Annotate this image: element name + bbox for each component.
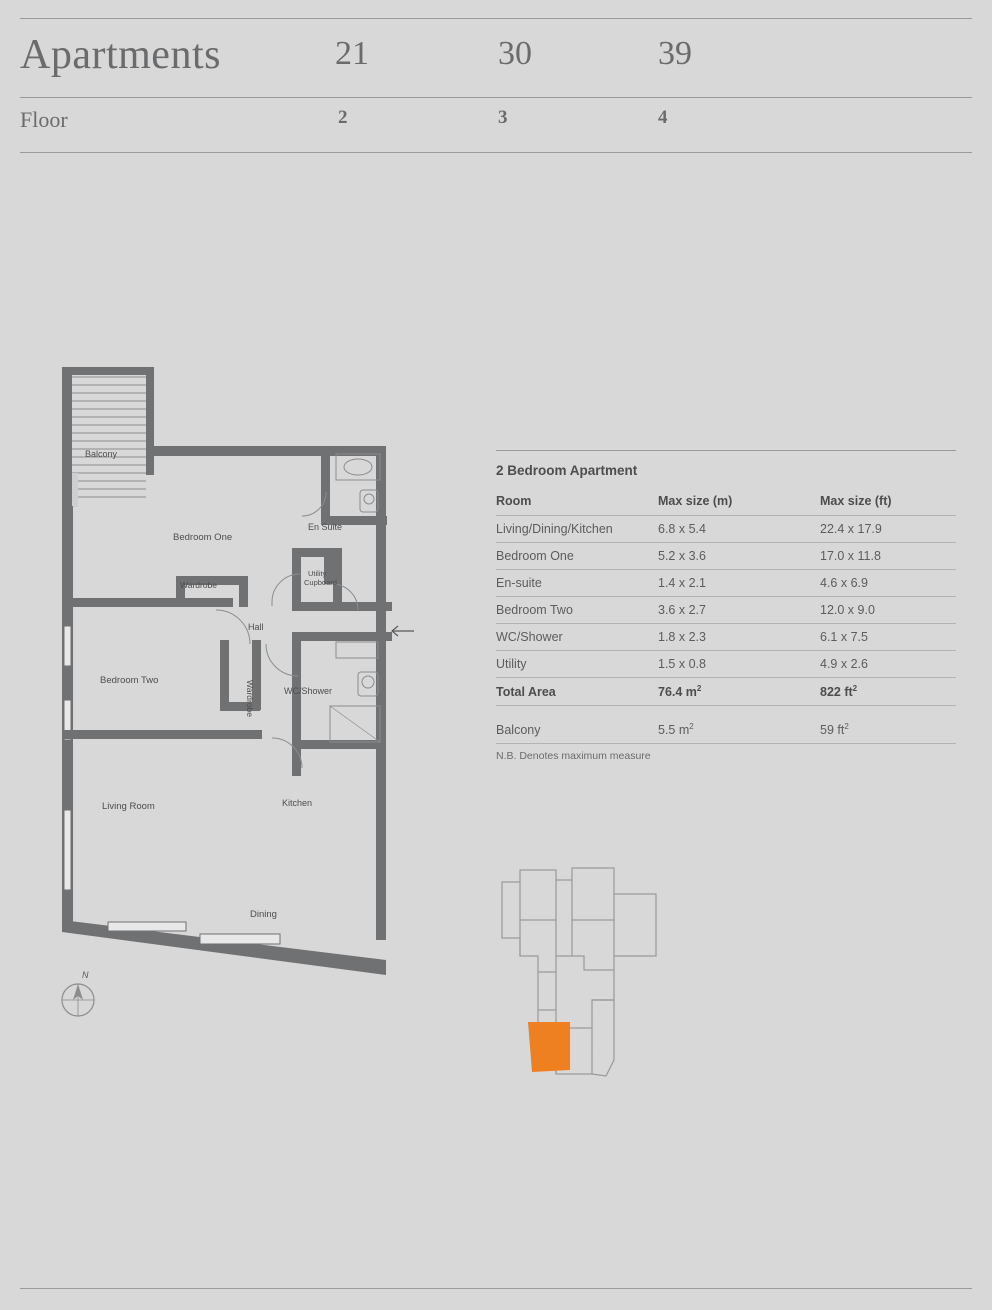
table-row: [496, 570, 956, 597]
key-plan-highlight: [528, 1022, 570, 1072]
floor-number-2: 3: [498, 107, 508, 128]
apartment-type-title: 2 Bedroom Apartment: [496, 450, 956, 494]
room-name: WC/Shower: [496, 624, 658, 651]
room-label-bedroom-one: Bedroom One: [173, 532, 233, 543]
room-label-balcony: Balcony: [85, 449, 118, 459]
room-name: Living/Dining/Kitchen: [496, 516, 658, 543]
compass-icon: [62, 970, 94, 1016]
apartment-number-2: 30: [498, 35, 532, 72]
room-size-m: 1.4 x 2.1: [658, 570, 820, 597]
entrance-arrow: [392, 626, 414, 636]
balcony-size-m: 5.5 $m^2$: [658, 716, 820, 744]
room-size-ft: 12.0 x 9.0: [820, 597, 956, 624]
room-size-ft: 4.6 x 6.9: [820, 570, 956, 597]
total-area-m: 76.4 $m^2$: [658, 678, 820, 706]
balcony-size-ft: 59 $ft^2$: [820, 716, 956, 744]
floor-label: Floor: [20, 107, 68, 132]
room-name: En-suite: [496, 570, 658, 597]
total-area-ft: 822 $ft^2$: [820, 678, 956, 706]
room-label-wardrobe-one: Wardrobe: [180, 580, 218, 590]
room-size-m: 1.8 x 2.3: [658, 624, 820, 651]
room-size-ft: 22.4 x 17.9: [820, 516, 956, 543]
key-plan-outline: [502, 868, 656, 1076]
room-label-bedroom-two: Bedroom Two: [100, 675, 159, 686]
room-label-wc-shower: WC/Shower: [284, 686, 333, 696]
room-label-wardrobe-two: Wardrobe: [245, 680, 255, 718]
room-label-living-room: Living Room: [102, 801, 155, 812]
room-sizes-table: [496, 494, 956, 744]
room-label-en-suite: En Suite: [308, 522, 343, 532]
total-area-label: Total Area: [496, 678, 658, 706]
room-label-kitchen: Kitchen: [282, 798, 313, 808]
floor-number-3: 4: [658, 107, 668, 128]
table-header-row: [496, 494, 956, 516]
apartments-row: [20, 19, 972, 97]
column-header-metres: Max size (m): [658, 494, 820, 516]
room-label-hall: Hall: [248, 622, 264, 632]
room-name: Utility: [496, 651, 658, 678]
room-size-ft: 17.0 x 11.8: [820, 543, 956, 570]
column-header-feet: Max size (ft): [820, 494, 956, 516]
room-name: Bedroom One: [496, 543, 658, 570]
key-plan: [496, 860, 696, 1110]
room-size-m: 3.6 x 2.7: [658, 597, 820, 624]
floor-number-1: 2: [338, 107, 348, 128]
table-row: [496, 516, 956, 543]
table-row-balcony: [496, 716, 956, 744]
apartment-number-1: 21: [335, 35, 369, 72]
specification-panel: [496, 450, 956, 762]
table-spacer-row: [496, 706, 956, 717]
measurement-note: N.B. Denotes maximum measure: [496, 750, 651, 763]
table-row-total: [496, 678, 956, 706]
table-row: [496, 597, 956, 624]
room-name: Bedroom Two: [496, 597, 658, 624]
table-row: [496, 624, 956, 651]
room-label-dining: Dining: [250, 909, 277, 920]
room-size-m: 1.5 x 0.8: [658, 651, 820, 678]
room-size-ft: 6.1 x 7.5: [820, 624, 956, 651]
table-row: [496, 651, 956, 678]
room-label-utility-cupboard-1: Utility: [308, 569, 327, 578]
apartment-number-3: 39: [658, 35, 692, 72]
page-header: [20, 18, 972, 153]
column-header-room: Room: [496, 494, 658, 516]
header-bottom-rule: [20, 152, 972, 153]
room-label-utility-cupboard-2: Cupboard: [304, 578, 337, 587]
table-row: [496, 543, 956, 570]
room-size-m: 6.8 x 5.4: [658, 516, 820, 543]
room-size-m: 5.2 x 3.6: [658, 543, 820, 570]
floor-row: [20, 98, 972, 152]
footer-rule: [20, 1288, 972, 1289]
floorplan: [40, 350, 440, 1030]
room-size-ft: 4.9 x 2.6: [820, 651, 956, 678]
svg-text:N: N: [82, 970, 89, 980]
page-title: Apartments: [20, 32, 221, 78]
balcony-label: Balcony: [496, 716, 658, 744]
